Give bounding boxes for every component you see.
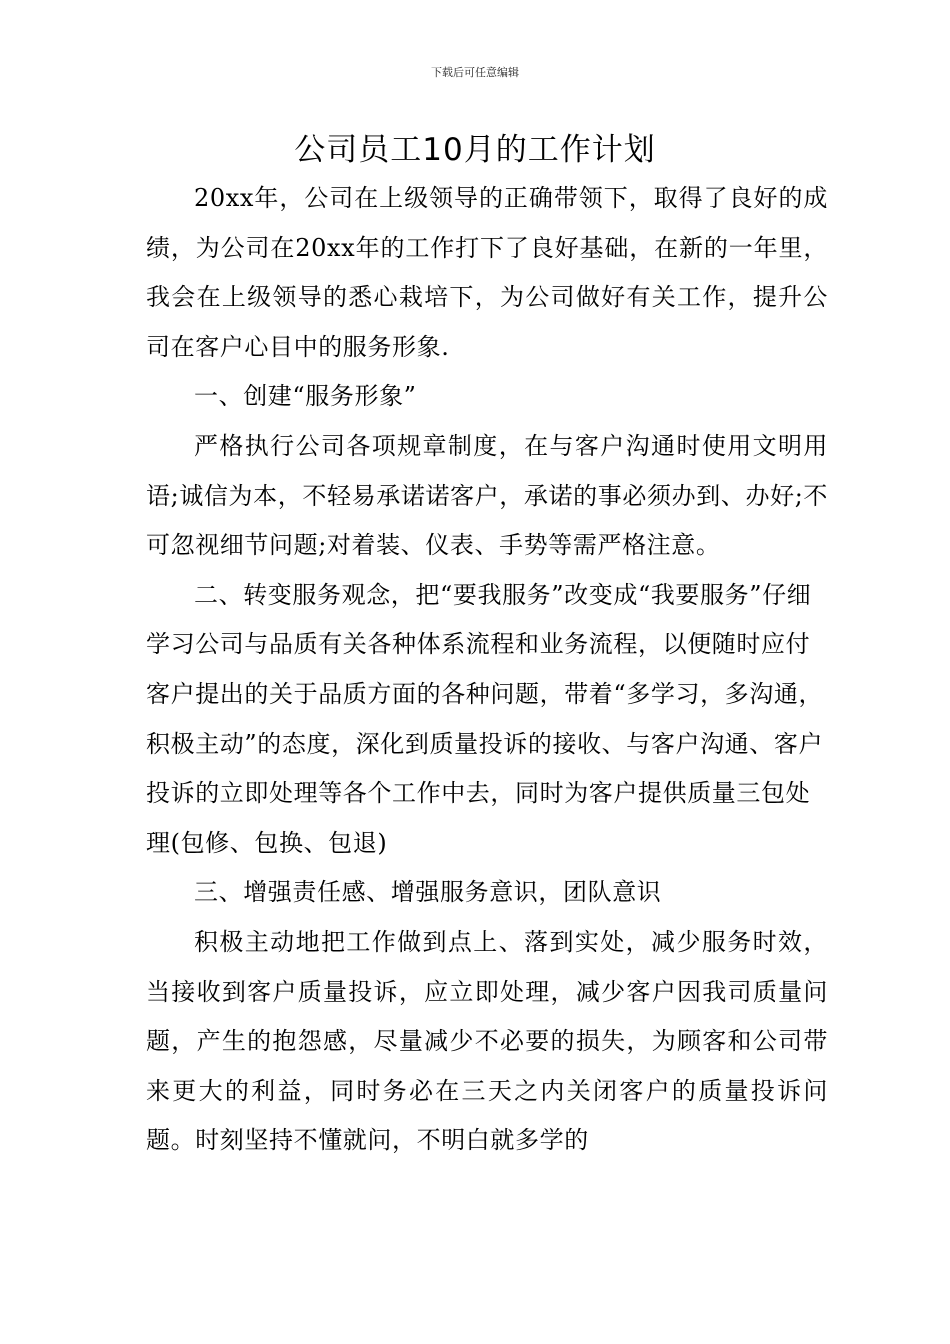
document-body [146, 174, 828, 1166]
document-title: 公司员工10月的工作计划 [294, 132, 656, 168]
section-2-paragraph: 二、转变服务观念，把“要我服务”改变成“我要服务”仔细学习公司与品质有关各种体系流程和业务流程，以便随时应付客户提出的关于品质方面的各种问题，带着“多学习，多沟通，积极主动”的态度，深化到质量投诉的接收、与客户沟通、客户投诉的立即处理等各个工作中去，同时为客户提供质量三包处理(包修、包换、包退) [146, 580, 824, 857]
intro-paragraph: 20xx年，公司在上级领导的正确带领下，取得了良好的成绩，为公司在20xx年的工作打下了良好基础，在新的一年里，我会在上级领导的悉心栽培下，为公司做好有关工作，提升公司在客户心目中的服务形象. [146, 184, 828, 361]
header-note: 下载后可任意编辑 [431, 66, 519, 79]
section-heading-1: 一、创建“服务形象” [194, 382, 417, 411]
section-1-paragraph: 严格执行公司各项规章制度，在与客户沟通时使用文明用语;诚信为本，不轻易承诺诺客户，承诺的事必须办到、办好;不可忽视细节问题;对着装、仪表、手势等需严格注意。 [146, 431, 828, 560]
section-heading-3: 三、增强责任感、增强服务意识，团队意识 [194, 878, 662, 907]
section-3-paragraph: 积极主动地把工作做到点上、落到实处，减少服务时效，当接收到客户质量投诉，应立即处理，减少客户因我司质量问题，产生的抱怨感，尽量减少不必要的损失，为顾客和公司带来更大的利益，同时务必在三天之内关闭客户的质量投诉问题。时刻坚持不懂就问，不明白就多学的 [146, 927, 828, 1155]
